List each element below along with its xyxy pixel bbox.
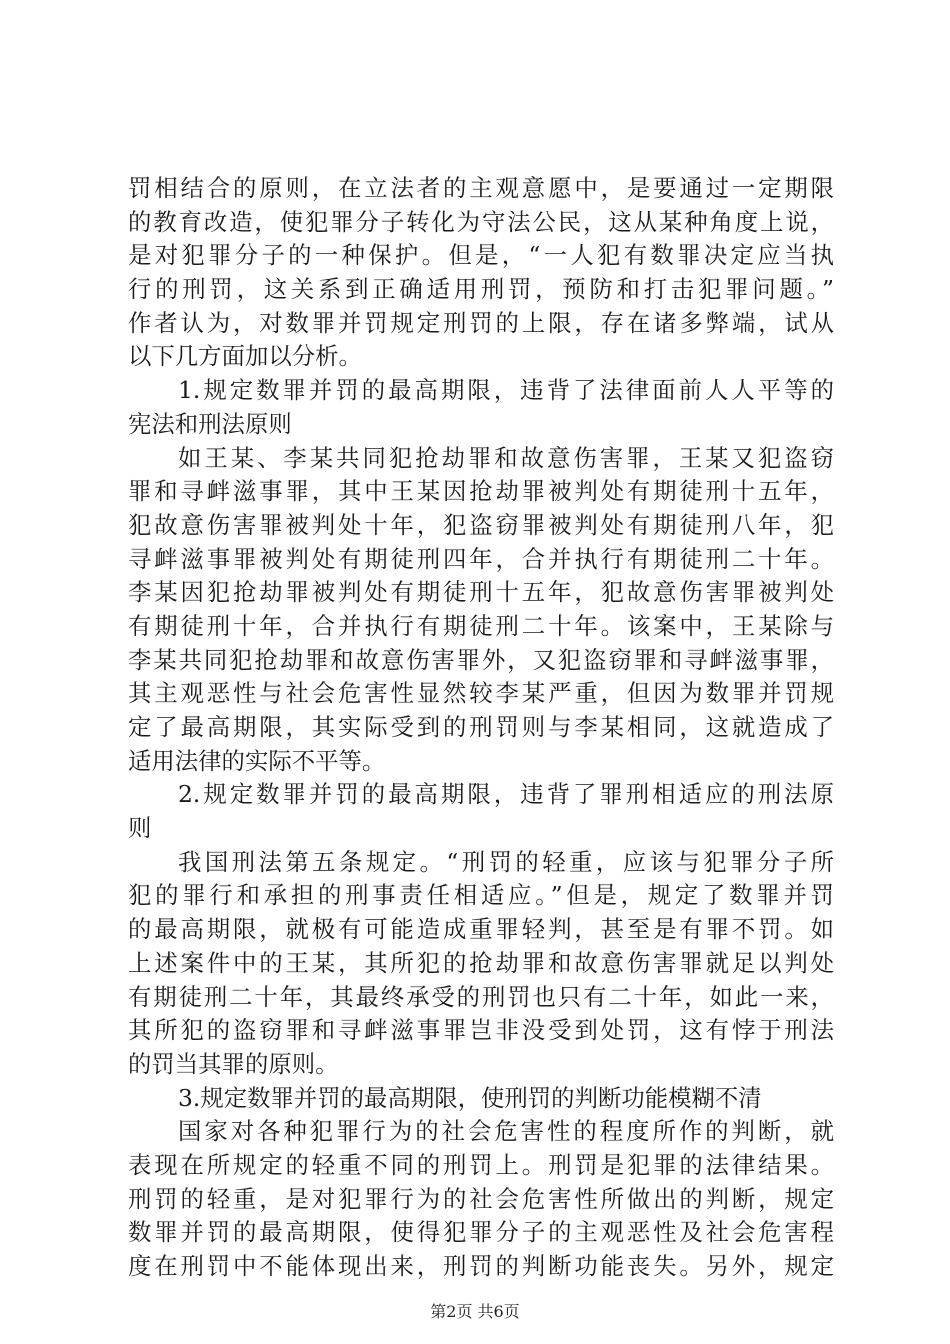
text-line: 犯故意伤害罪被判处十年，犯盗窃罪被判处有期徒刑八年，犯 bbox=[128, 510, 834, 539]
text-line: 其所犯的盗窃罪和寻衅滋事罪岂非没受到处罚，这有悖于刑法 bbox=[128, 1016, 834, 1045]
text-line: 宪法和刑法原则 bbox=[128, 409, 292, 438]
text-line: 的教育改造，使犯罪分子转化为守法公民，这从某种角度上说， bbox=[128, 207, 834, 236]
text-line: 有期徒刑十年，合并执行有期徒刑二十年。该案中，王某除与 bbox=[128, 611, 834, 640]
text-line: 3.规定数罪并罚的最高期限，使刑罚的判断功能模糊不清 bbox=[178, 1083, 762, 1112]
text-line: 上述案件中的王某，其所犯的抢劫罪和故意伤害罪就足以判处 bbox=[128, 948, 834, 977]
text-line: 国家对各种犯罪行为的社会危害性的程度所作的判断，就 bbox=[178, 1117, 834, 1146]
text-line: 的罚当其罪的原则。 bbox=[128, 1049, 339, 1078]
text-line: 有期徒刑二十年，其最终承受的刑罚也只有二十年，如此一来， bbox=[128, 982, 834, 1011]
text-line: 则 bbox=[128, 814, 152, 843]
text-line: 是对犯罪分子的一种保护。但是，“一人犯有数罪决定应当执 bbox=[128, 241, 834, 270]
text-line: 以下几方面加以分析。 bbox=[128, 342, 362, 371]
text-line: 我国刑法第五条规定。“刑罚的轻重，应该与犯罪分子所 bbox=[178, 847, 834, 876]
text-line: 犯的罪行和承担的刑事责任相适应。”但是，规定了数罪并罚 bbox=[128, 881, 834, 910]
text-line: 作者认为，对数罪并罚规定刑罚的上限，存在诸多弊端，试从 bbox=[128, 308, 834, 337]
text-line: 度在刑罚中不能体现出来，刑罚的判断功能丧失。另外，规定 bbox=[128, 1252, 834, 1280]
text-line: 行的刑罚，这关系到正确适用刑罚，预防和打击犯罪问题。” bbox=[128, 275, 834, 304]
text-line: 定了最高期限，其实际受到的刑罚则与李某相同，这就造成了 bbox=[128, 713, 834, 741]
text-line: 李某因犯抢劫罪被判处有期徒刑十五年，犯故意伤害罪被判处 bbox=[128, 578, 834, 607]
text-line: 寻衅滋事罪被判处有期徒刑四年，合并执行有期徒刑二十年。 bbox=[128, 544, 834, 573]
text-line: 刑罚的轻重，是对犯罪行为的社会危害性所做出的判断，规定 bbox=[128, 1184, 834, 1213]
page-number: 第2页 共6页 bbox=[430, 1302, 520, 1321]
text-line: 如王某、李某共同犯抢劫罪和故意伤害罪，王某又犯盗窃 bbox=[178, 443, 834, 472]
text-line: 罪和寻衅滋事罪，其中王某因抢劫罪被判处有期徒刑十五年， bbox=[128, 477, 834, 506]
text-line: 李某共同犯抢劫罪和故意伤害罪外，又犯盗窃罪和寻衅滋事罪， bbox=[128, 645, 834, 674]
text-line: 的最高期限，就极有可能造成重罪轻判，甚至是有罪不罚。如 bbox=[128, 915, 834, 944]
text-line: 适用法律的实际不平等。 bbox=[128, 746, 386, 775]
text-line: 2.规定数罪并罚的最高期限，违背了罪刑相适应的刑法原 bbox=[178, 780, 834, 809]
text-line: 1.规定数罪并罚的最高期限，违背了法律面前人人平等的 bbox=[178, 376, 834, 405]
text-line: 表现在所规定的轻重不同的刑罚上。刑罚是犯罪的法律结果。 bbox=[128, 1150, 834, 1179]
text-line: 其主观恶性与社会危害性显然较李某严重，但因为数罪并罚规 bbox=[128, 679, 834, 708]
text-line: 数罪并罚的最高期限，使得犯罪分子的主观恶性及社会危害程 bbox=[128, 1218, 834, 1247]
page-body bbox=[128, 172, 834, 1284]
text-line: 罚相结合的原则，在立法者的主观意愿中，是要通过一定期限 bbox=[128, 174, 834, 202]
